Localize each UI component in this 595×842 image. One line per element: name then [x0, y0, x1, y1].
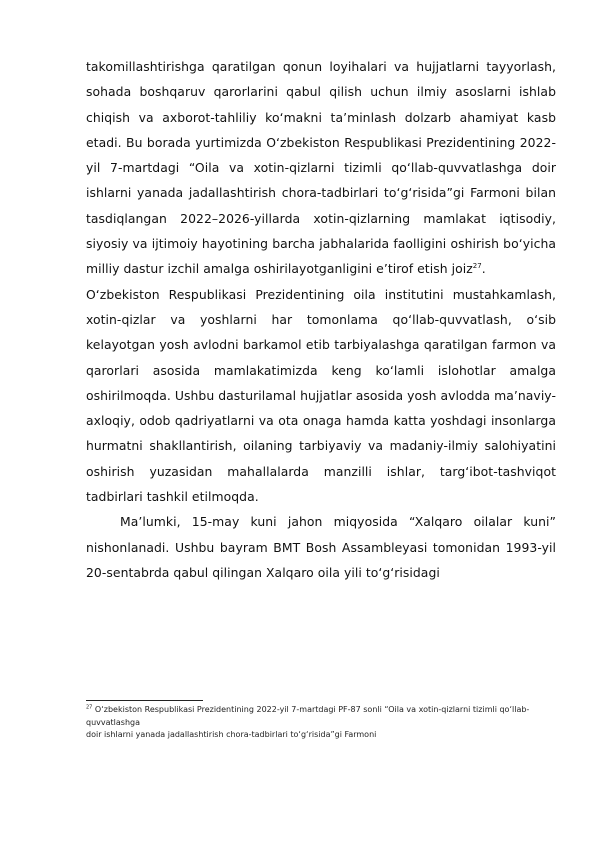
paragraph-1	[86, 54, 556, 282]
footnote-line-1-text: O‘zbekiston Respublikasi Prezidentining 2022-yil 7-martdagi PF-87 sonli “Oila va xotin-qizlarni tizimli qo‘llab-quvvatlashga	[86, 705, 530, 727]
body-text	[86, 54, 556, 585]
paragraph-1-end: .	[481, 261, 486, 277]
footnote-line-1	[86, 704, 556, 729]
footnote-ref-27[interactable]: 27	[472, 262, 482, 271]
footnote-27	[86, 704, 556, 742]
paragraph-2: O‘zbekiston Respublikasi Prezidentining oila institutini mustahkamlash, xotin-qizlar va yoshlarni har tomonlama qo‘llab-quvvatlash, o‘sib kelayotgan yosh avlodni barkamol etib tarbiyalashga qaratilgan farmon va qarorlari asosida mamlakatimizda keng ko‘lamli islohotlar amalga oshirilmoqda. Ushbu dasturilamal hujjatlar asosida yosh avlodda ma’naviy-axloqiy, odob qadriyatlarni va ota onaga hamda katta yoshdagi insonlarga hurmatni shakllantirish, oilaning tarbiyaviy va madaniy-ilmiy salohiyatini oshirish yuzasidan mahallalarda manzilli ishlar, targ‘ibot-tashviqot tadbirlari tashkil etilmoqda.	[86, 286, 556, 505]
footnote-line-2: doir ishlarni yanada jadallashtirish chora-tadbirlari to‘g‘risida”gi Farmoni	[86, 730, 377, 739]
footnote-divider	[86, 700, 203, 701]
paragraph-1-text: takomillashtirishga qaratilgan qonun loyihalari va hujjatlarni tayyorlash, sohada boshqaruv qarorlarini qabul qilish uchun ilmiy asoslarni ishlab chiqish va axborot-tahliliy ko‘makni ta’minlash dolzarb ahamiyat kasb etadi. Bu borada yurtimizda O‘zbekiston Respublikasi Prezidentining 2022-yil 7-martdagi “Oila va xotin-qizlarni tizimli qo‘llab-quvvatlashga doir ishlarni yanada jadallashtirish chora-tadbirlari to‘g‘risida”gi Farmoni bilan tasdiqlangan 2022–2026-yillarda xotin-qizlarning mamlakat iqtisodiy, siyosiy va ijtimoiy hayotining barcha jabhalarida faolligini oshirish bo‘yicha milliy dastur izchil amalga oshirilayotganligini e’tirof etish joiz	[86, 59, 556, 277]
footnote-marker: 27	[86, 704, 93, 711]
paragraph-3: Ma’lumki, 15-may kuni jahon miqyosida “Xalqaro oilalar kuni” nishonlanadi. Ushbu bayram BMT Bosh Assambleyasi tomonidan 1993-yil 20-sentabrda qabul qilingan Xalqaro oila yili to‘g‘risidagi	[86, 514, 556, 580]
